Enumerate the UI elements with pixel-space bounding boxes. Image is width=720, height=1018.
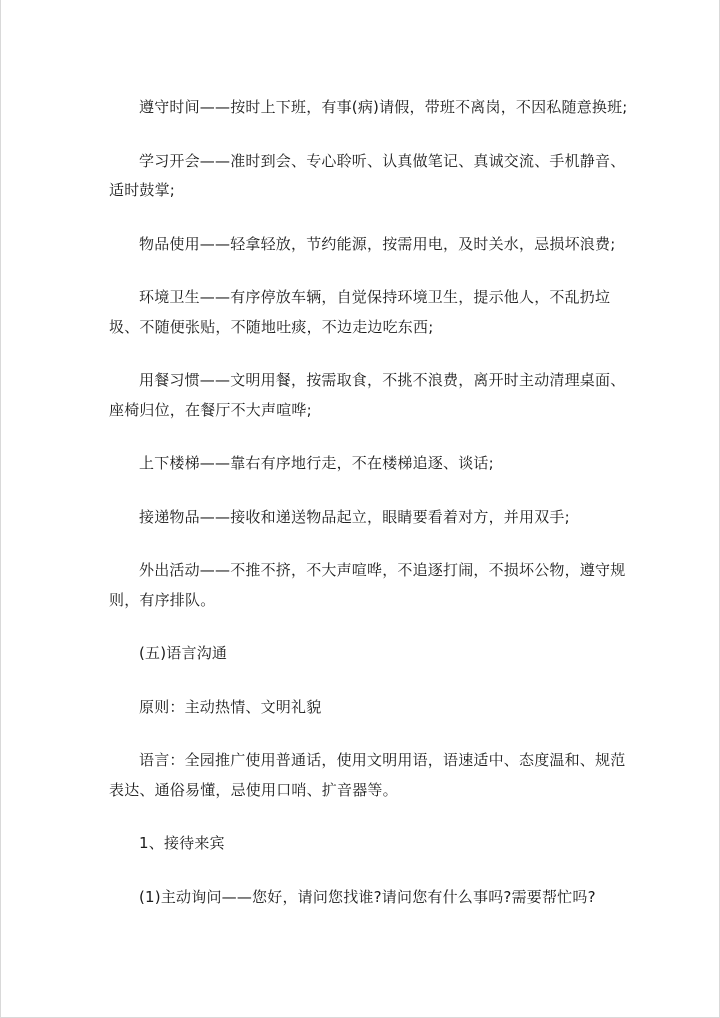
section-heading-language: (五)语言沟通 [139,644,228,662]
language-guidelines: 语言：全园推广使用普通话，使用文明用语，语速适中、态度温和、规范表达、通俗易懂，忌使用口哨、扩音器等。 [109,751,626,799]
rule-environment: 环境卫生——有序停放车辆，自觉保持环境卫生，提示他人，不乱扔垃圾、不随便张贴，不随地吐痰，不边走边吃东西; [109,288,611,336]
document-body [109,93,629,936]
rule-dining: 用餐习惯——文明用餐，按需取食，不挑不浪费，离开时主动清理桌面、座椅归位，在餐厅不大声喧哗; [109,371,626,419]
rule-items-usage: 物品使用——轻拿轻放，节约能源，按需用电，及时关水，忌损坏浪费; [139,234,616,253]
language-principle: 原则：主动热情、文明礼貌 [139,697,322,716]
rule-passing-items: 接递物品——接收和递送物品起立，眼睛要看着对方，并用双手; [139,507,570,526]
receiving-step-1: (1)主动询问——您好，请问您找谁?请问您有什么事吗?需要帮忙吗? [139,887,596,906]
subheading-receiving-guests: 1、接待来宾 [139,834,225,852]
rule-outings: 外出活动——不推不挤，不大声喧哗，不追逐打闹，不损坏公物，遵守规则，有序排队。 [109,561,626,609]
rule-meeting: 学习开会——准时到会、专心聆听、认真做笔记、真诚交流、手机静音、适时鼓掌; [109,151,626,199]
rule-stairs: 上下楼梯——靠右有序地行走，不在楼梯追逐、谈话; [139,454,494,472]
rule-time: 遵守时间——按时上下班，有事(病)请假，带班不离岗，不因私随意换班; [139,98,628,116]
